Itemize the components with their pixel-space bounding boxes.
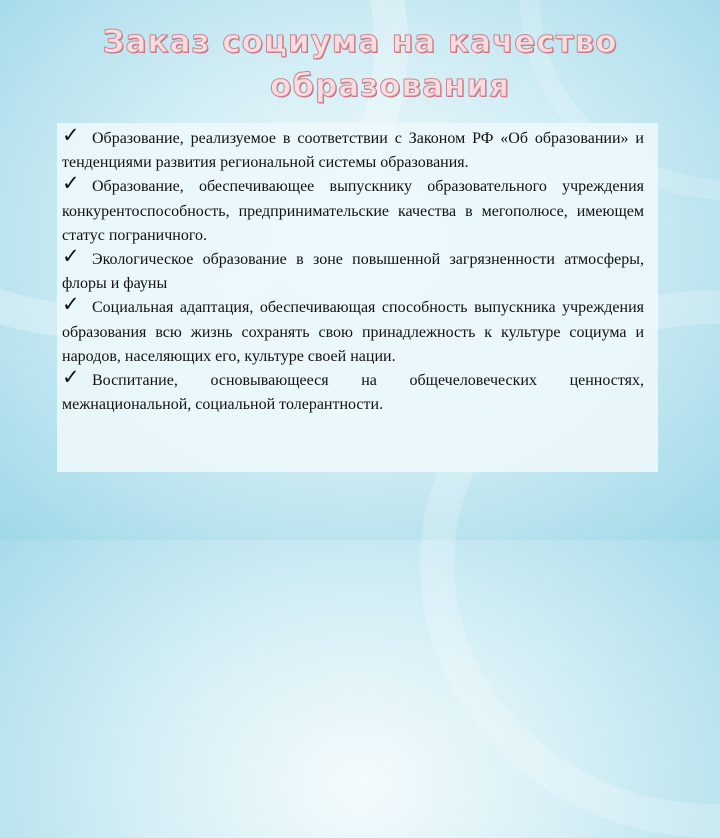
check-mark-icon: ✓	[62, 292, 80, 317]
check-mark-icon: ✓	[62, 244, 80, 269]
list-item	[62, 365, 644, 417]
check-mark-icon: ✓	[62, 365, 80, 390]
list-item	[62, 123, 644, 175]
list-item-text: Образование, обеспечивающее выпускнику образовательного учреждения конкурентоспособность, предпринимательские качества в мегополюсе, имеющем статус пограничного.	[62, 178, 644, 244]
slide-title-line1: Заказ социума на качество	[102, 24, 618, 60]
list-item	[62, 171, 644, 248]
slide-title-line2: образования	[270, 68, 510, 104]
list-item-text: Экологическое образование в зоне повышенной загрязненности атмосферы, флоры и фауны	[62, 251, 644, 293]
list-item	[62, 244, 644, 296]
check-mark-icon: ✓	[62, 123, 80, 147]
check-mark-icon: ✓	[62, 171, 80, 196]
list-item-text: Образование, реализуемое в соответствии с Законом РФ «Об образовании» и тенденциями развития региональной системы образования.	[62, 130, 644, 172]
list-item-text: Социальная адаптация, обеспечивающая способность выпускника учреждения образования всю жизнь сохранять свою принадлежность к культуре социума и народов, населяющих его, культуре своей нации.	[62, 299, 644, 365]
slide-title	[0, 20, 720, 108]
content-panel	[57, 123, 658, 472]
list-item	[62, 292, 644, 369]
list-item-text: Воспитание, основывающееся на общечеловеческих ценностях, межнациональной, социальной толерантности.	[62, 372, 644, 414]
